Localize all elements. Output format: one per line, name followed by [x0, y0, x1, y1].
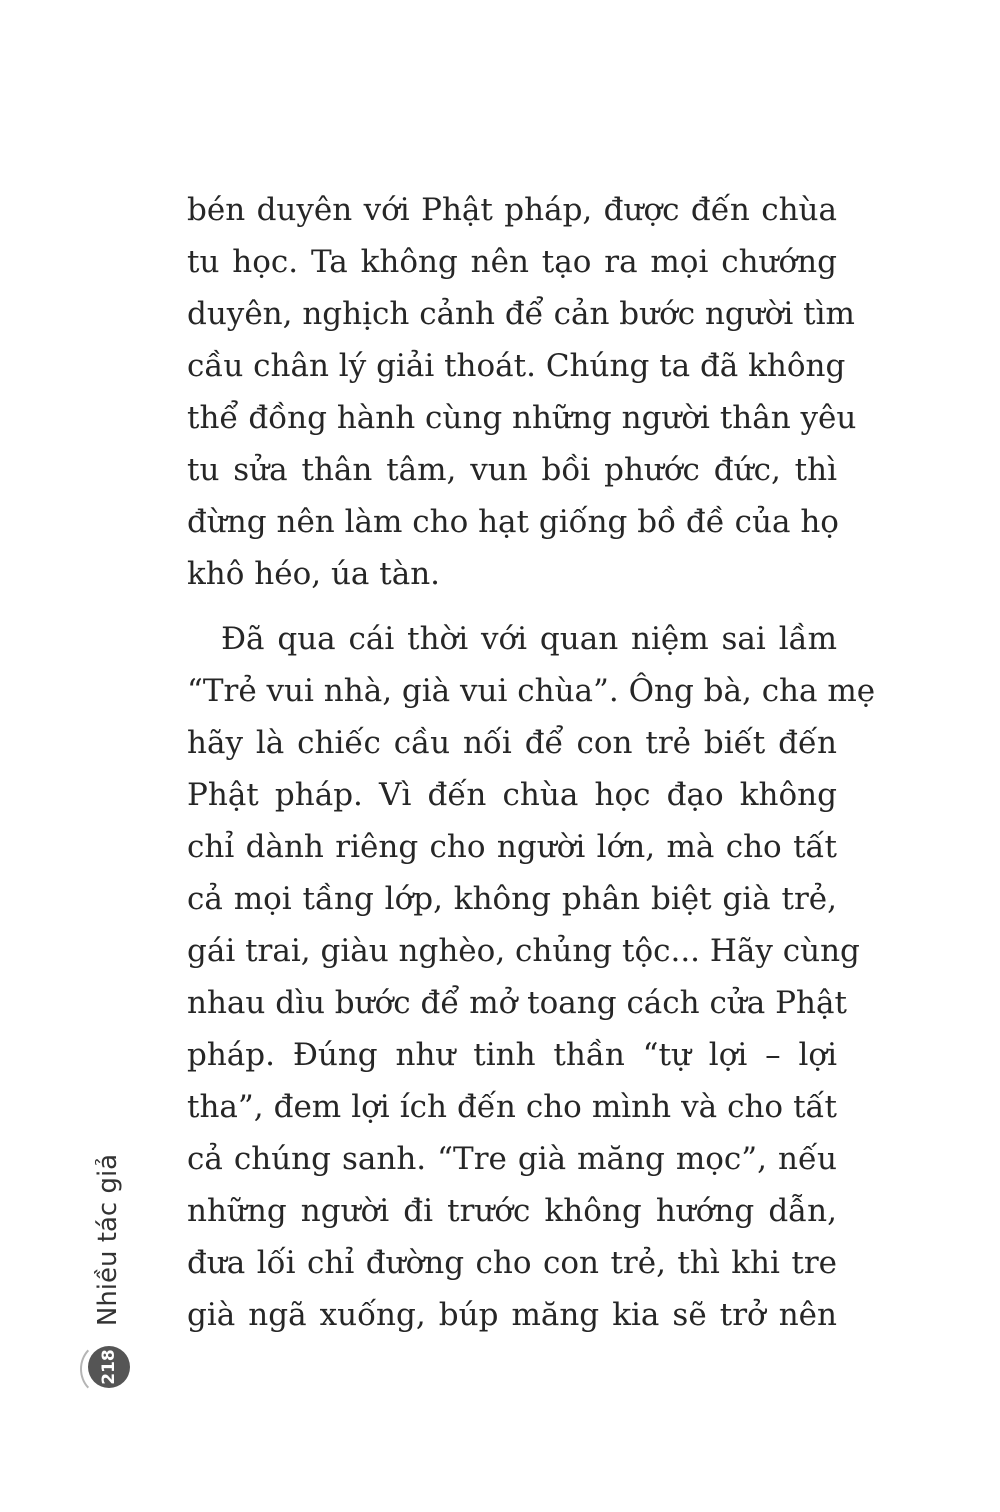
text-line: tu sửa thân tâm, vun bồi phước đức, thì [187, 452, 837, 488]
text-line: duyên, nghịch cảnh để cản bước người tìm [187, 296, 855, 332]
page-number: 218 [99, 1349, 119, 1385]
text-line: đưa lối chỉ đường cho con trẻ, thì khi tre [187, 1245, 837, 1281]
text-line: gái trai, giàu nghèo, chủng tộc... Hãy cùng [187, 933, 860, 969]
running-header [88, 1150, 128, 1330]
text-line: tu học. Ta không nên tạo ra mọi chướng [187, 244, 837, 280]
paragraph-spacer [187, 600, 837, 613]
text-line: những người đi trước không hướng dẫn, [187, 1193, 837, 1229]
text-line: cầu chân lý giải thoát. Chúng ta đã không [187, 348, 846, 384]
page-number-badge [84, 1342, 134, 1392]
text-line: già ngã xuống, búp măng kia sẽ trở nên [187, 1297, 837, 1333]
text-line: thể đồng hành cùng những người thân yêu [187, 400, 857, 436]
text-line: pháp. Đúng như tinh thần “tự lợi – lợi [187, 1037, 837, 1073]
text-line: đừng nên làm cho hạt giống bồ đề của họ [187, 504, 839, 540]
body-text [187, 184, 876, 1341]
text-line: khô héo, úa tàn. [187, 556, 441, 592]
text-line: cả chúng sanh. “Tre già măng mọc”, nếu [187, 1141, 837, 1177]
paragraph-1 [187, 184, 857, 600]
text-line: hãy là chiếc cầu nối để con trẻ biết đến [187, 725, 837, 761]
running-header-text: Nhiều tác giả [93, 1153, 123, 1327]
text-line: bén duyên với Phật pháp, được đến chùa [187, 192, 837, 228]
paragraph-2 [187, 613, 876, 1341]
text-line: chỉ dành riêng cho người lớn, mà cho tất [187, 829, 837, 865]
text-line: Phật pháp. Vì đến chùa học đạo không [187, 777, 837, 813]
text-line: nhau dìu bước để mở toang cách cửa Phật [187, 985, 847, 1021]
text-line: “Trẻ vui nhà, già vui chùa”. Ông bà, cha mẹ [187, 673, 876, 709]
text-line: cả mọi tầng lớp, không phân biệt già trẻ, [187, 881, 837, 917]
text-line: Đã qua cái thời với quan niệm sai lầm [221, 621, 837, 657]
text-line: tha”, đem lợi ích đến cho mình và cho tất [187, 1089, 837, 1125]
